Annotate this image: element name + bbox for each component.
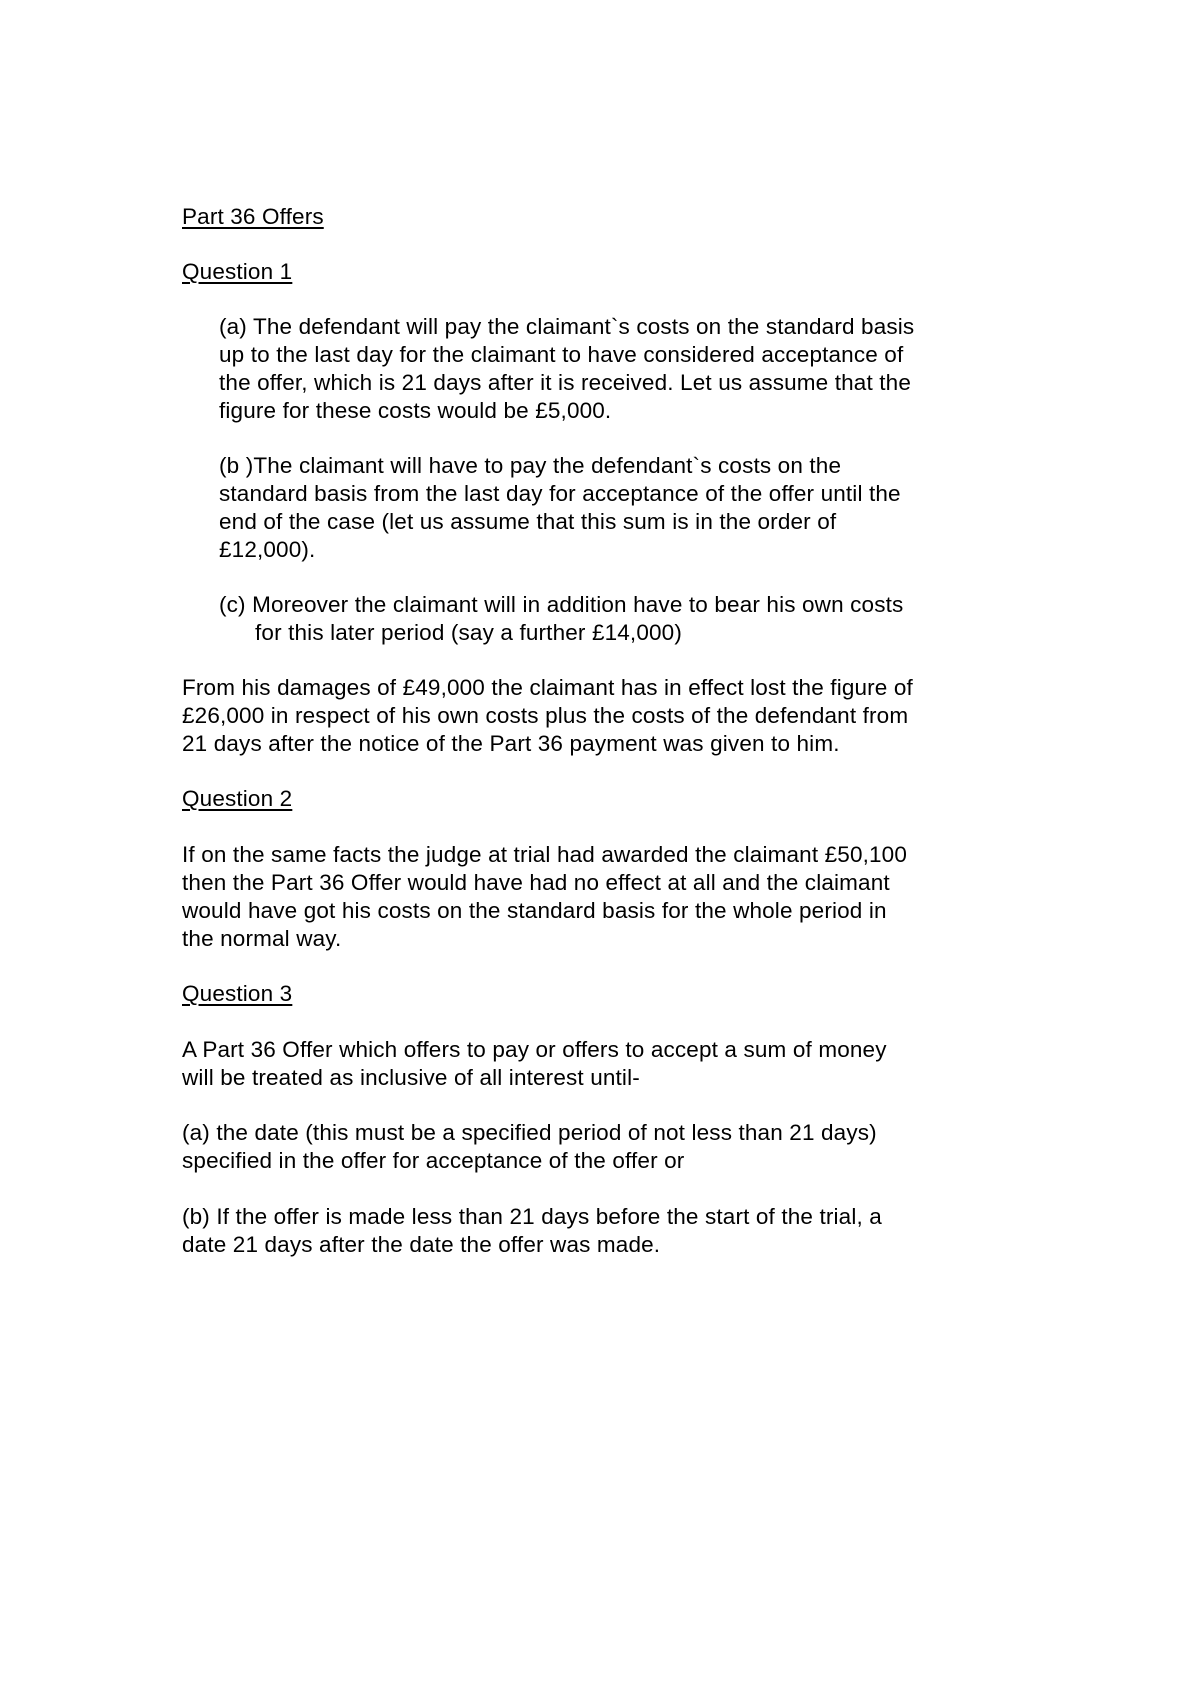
paragraph-line: up to the last day for the claimant to have considered acceptance of (219, 342, 904, 367)
question-2-heading: Question 2 (182, 786, 293, 811)
paragraph-line: (a) The defendant will pay the claimant`s costs on the standard basis (219, 314, 915, 339)
paragraph-line: the offer, which is 21 days after it is received. Let us assume that the (219, 370, 911, 395)
paragraph-line: £12,000). (219, 537, 316, 562)
paragraph-line: standard basis from the last day for acceptance of the offer until the (219, 481, 901, 506)
paragraph-line: will be treated as inclusive of all interest until- (182, 1065, 640, 1090)
paragraph-line: A Part 36 Offer which offers to pay or offers to accept a sum of money (182, 1037, 887, 1062)
paragraph-line: specified in the offer for acceptance of the offer or (182, 1148, 685, 1173)
question-3-heading: Question 3 (182, 981, 293, 1006)
paragraph-line: 21 days after the notice of the Part 36 payment was given to him. (182, 731, 840, 756)
document-title: Part 36 Offers (182, 204, 324, 229)
paragraph-line: (b) If the offer is made less than 21 days before the start of the trial, a (182, 1204, 882, 1229)
paragraph-line: for this later period (say a further £14,000) (255, 620, 682, 645)
paragraph-line: If on the same facts the judge at trial had awarded the claimant £50,100 (182, 842, 907, 867)
paragraph-line: end of the case (let us assume that this sum is in the order of (219, 509, 837, 534)
paragraph-line: date 21 days after the date the offer was made. (182, 1232, 661, 1257)
paragraph-line: (a) the date (this must be a specified period of not less than 21 days) (182, 1120, 877, 1145)
paragraph-line: (b )The claimant will have to pay the defendant`s costs on the (219, 453, 842, 478)
paragraph-line: would have got his costs on the standard basis for the whole period in (182, 898, 887, 923)
question-1-heading: Question 1 (182, 259, 293, 284)
paragraph-line: figure for these costs would be £5,000. (219, 398, 612, 423)
paragraph-line: then the Part 36 Offer would have had no effect at all and the claimant (182, 870, 890, 895)
paragraph-line: From his damages of £49,000 the claimant has in effect lost the figure of (182, 675, 913, 700)
paragraph-line: £26,000 in respect of his own costs plus the costs of the defendant from (182, 703, 909, 728)
paragraph-line: the normal way. (182, 926, 342, 951)
paragraph-line: (c) Moreover the claimant will in addition have to bear his own costs (219, 592, 904, 617)
